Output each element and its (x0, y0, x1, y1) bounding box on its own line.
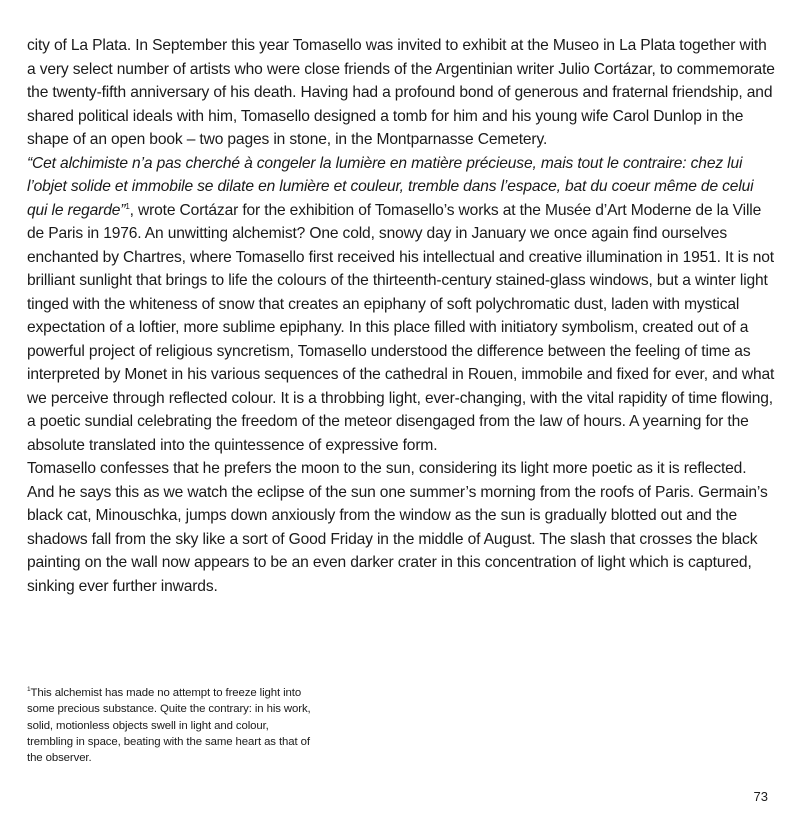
paragraph-moon: Tomasello confesses that he prefers the moon to the sun, considering its light more poetic as it is reflected. And he says this as we watch the eclipse of the sun one summer’s morning from the roofs of Paris. Germain’s black cat, Minouschka, jumps down anxiously from the window as the sun is gradually blotted out and the shadows fall from the sky like a sort of Good Friday in the middle of August. The slash that crosses the black painting on the wall now appears to be an even darker crater in this concentration of light which is captured, sinking ever further inwards. (27, 460, 768, 595)
footnote-marker: 1 (27, 686, 31, 694)
footnote (27, 685, 317, 766)
footnote-text: This alchemist has made no attempt to freeze light into some precious substance. Quite the contrary: in his work, solid, motionless objects swell in light and colour, trembling in space, beating with the same heart as that of the observer. (27, 687, 311, 765)
main-body-text (27, 34, 775, 598)
footnote-reference: 1 (125, 201, 130, 211)
cortazar-quote: “Cet alchimiste n’a pas cherché à congeler la lumière en matière précieuse, mais tout le contraire: chez lui l’objet solide et immobile se dilate en lumière et couleur, tremble dans l’espace, bat du coeur même de celui qui le regarde” (27, 154, 754, 219)
page-number: 73 (753, 789, 768, 804)
paragraph-alchemist-text: , wrote Cortázar for the exhibition of Tomasello’s works at the Musée d’Art Moderne de la Ville de Paris in 1976. An unwitting alchemist? One cold, snowy day in January we once again find ourselves enchanted by Chartres, where Tomasello first received his intellectual and creative illumination in 1951. It is not brilliant sunlight that brings to life the colours of the thirteenth-century stained-glass windows, but a winter light tinged with the whiteness of snow that creates an epiphany of soft polychromatic dust, laden with mystical expectation of a loftier, more sublime epiphany. In this place filled with initiatory symbolism, created out of a powerful project of religious syncretism, Tomasello understood the difference between the feeling of time as interpreted by Monet in his various sequences of the cathedral in Rouen, immobile and fixed for ever, and what we perceive through reflected colour. It is a throbbing light, ever-changing, with the vital rapidity of time flowing, a poetic sundial celebrating the freedom of the meteor disengaged from the law of hours. A yearning for the absolute translated into the quintessence of expressive form. (27, 201, 775, 454)
paragraph-alchemist (27, 152, 775, 458)
paragraph-la-plata: city of La Plata. In September this year Tomasello was invited to exhibit at the Museo in La Plata together with a very select number of artists who were close friends of the Argentinian writer Julio Cortázar, to commemorate the twenty-fifth anniversary of his death. Having had a profound bond of generous and fraternal friendship, and shared political ideals with him, Tomasello designed a tomb for him and his young wife Carol Dunlop in the shape of an open book – two pages in stone, in the Montparnasse Cemetery. (27, 37, 775, 148)
